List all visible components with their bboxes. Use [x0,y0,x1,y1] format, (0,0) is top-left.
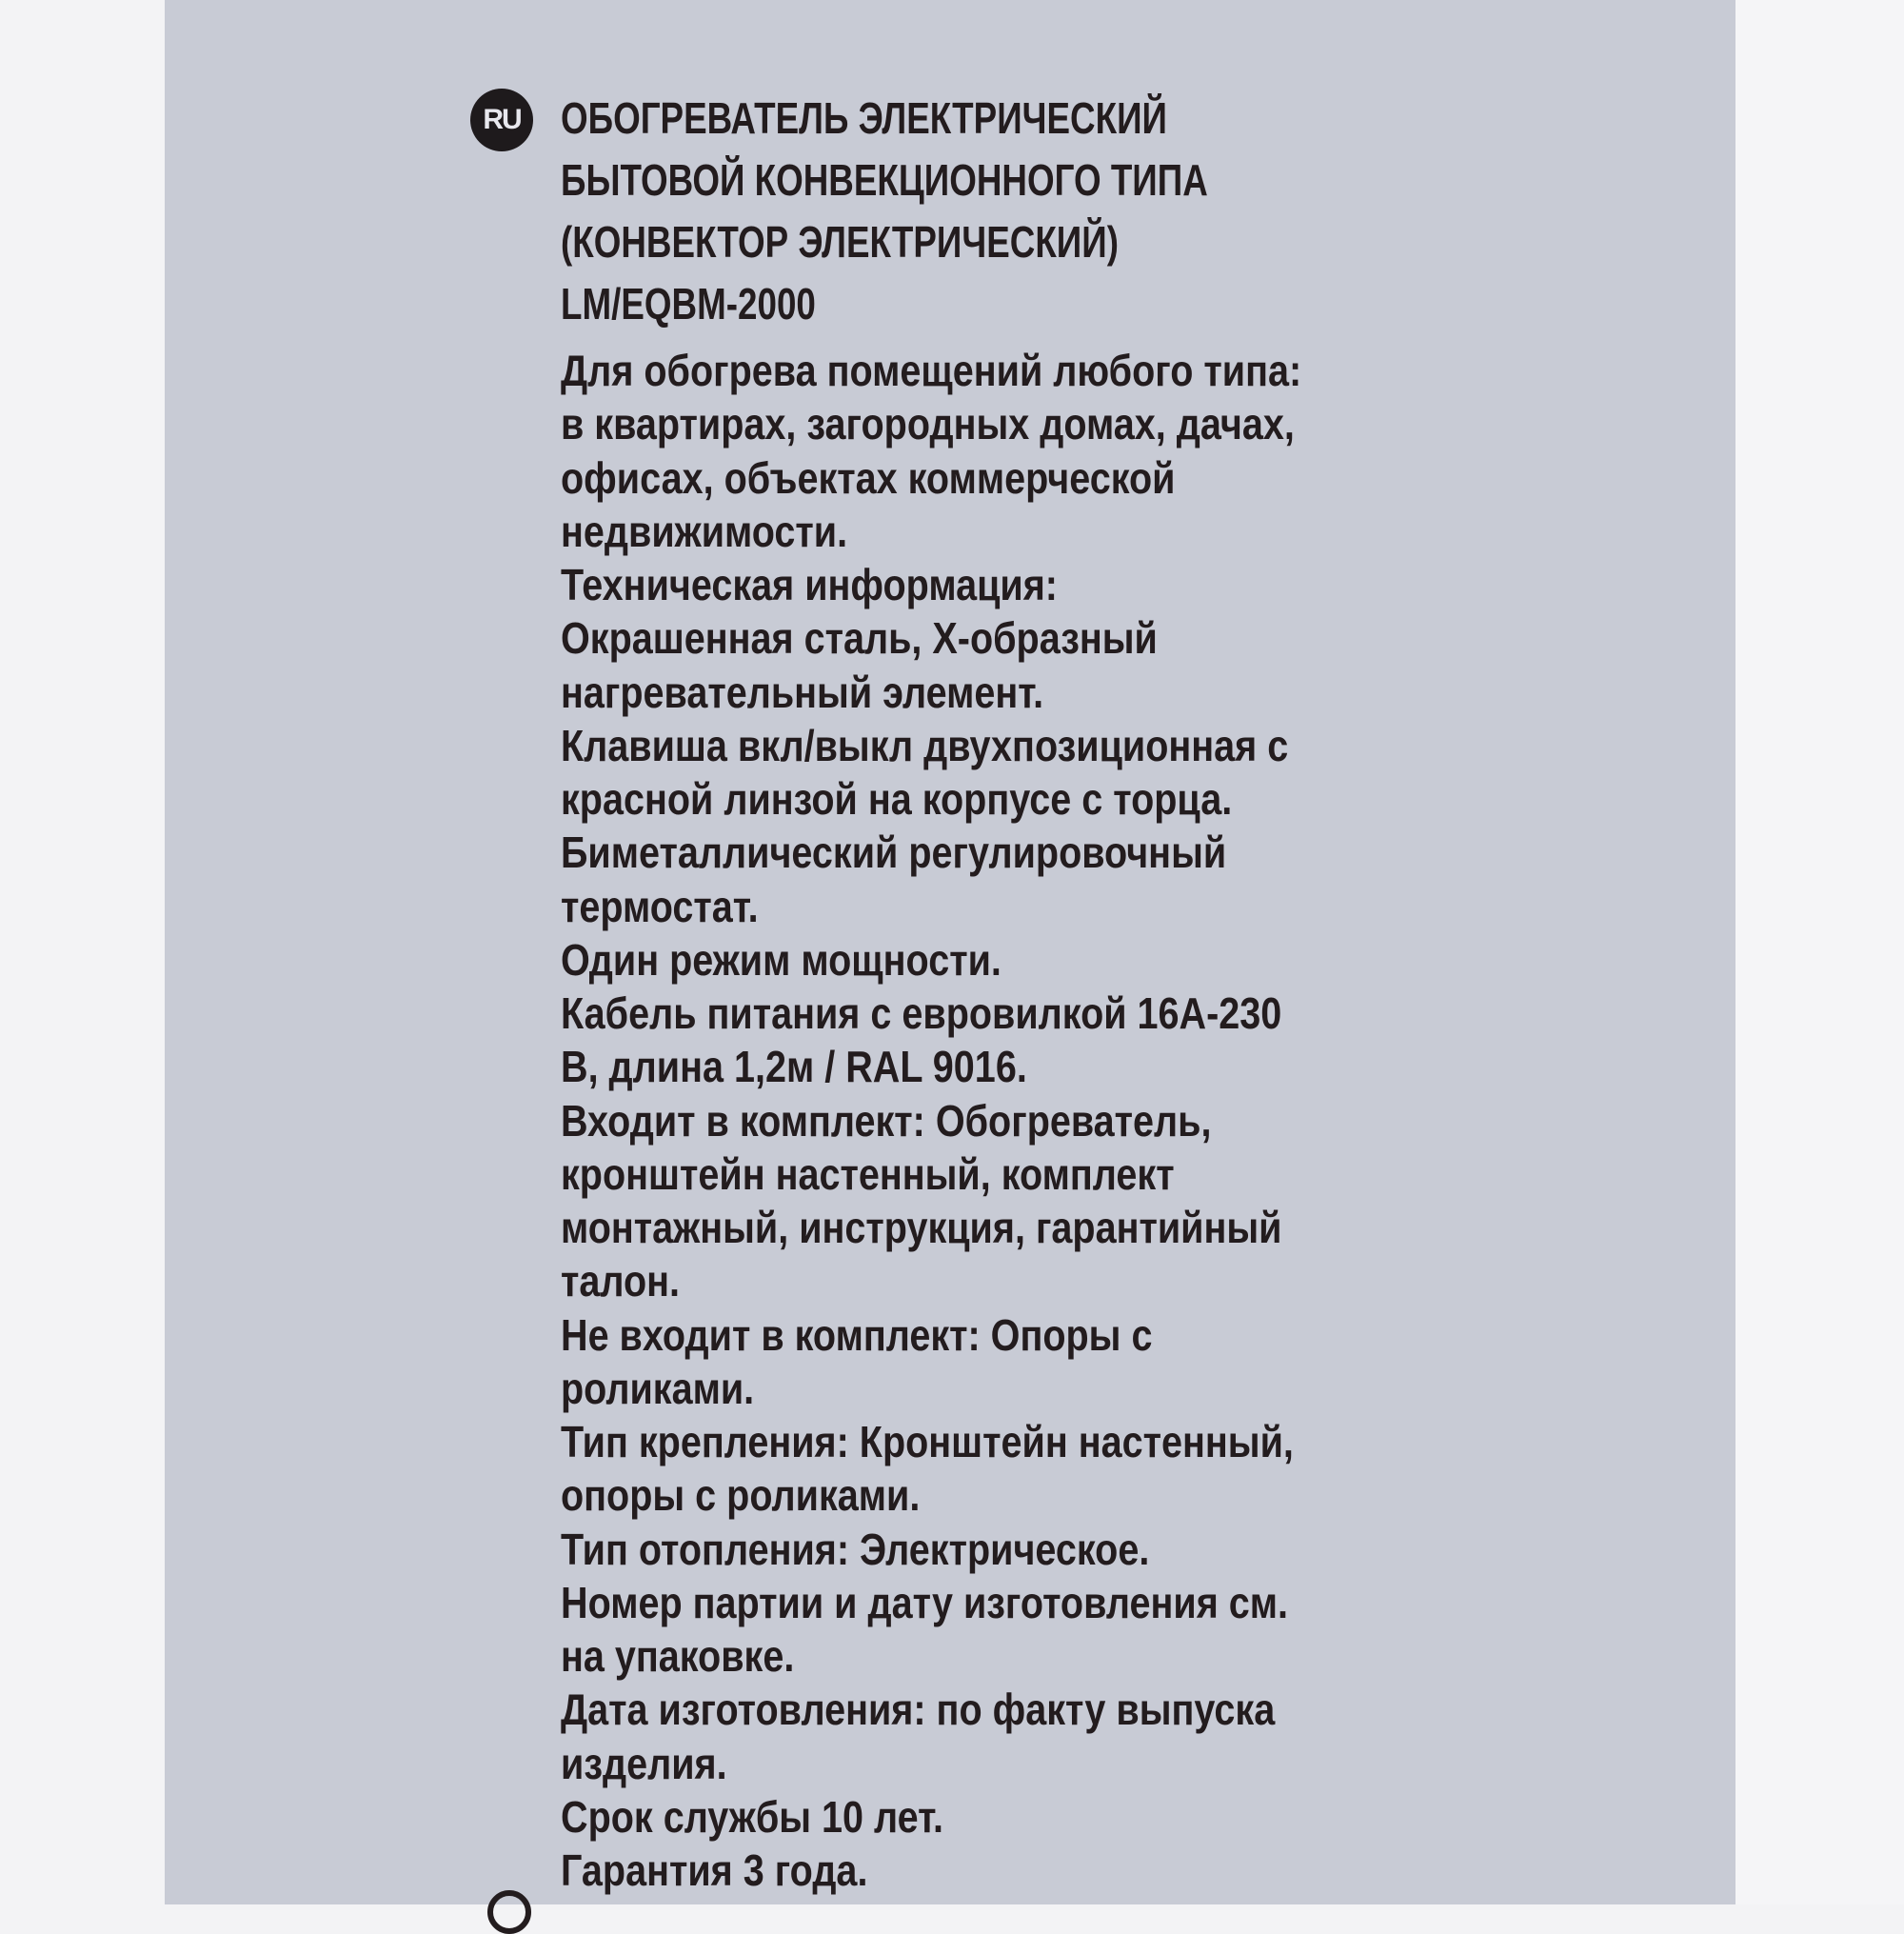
product-description [561,344,1301,1897]
description-line: Кабель питания с евровилкой 16А-230 [561,988,1282,1038]
description-line: в квартирах, загородных домах, дачах, [561,399,1295,449]
description-line: на упаковке. [561,1631,795,1681]
description-line: Тип крепления: Кронштейн настенный, [561,1417,1294,1466]
description-line: недвижимости. [561,506,848,556]
description-line: Дата изготовления: по факту выпуска [561,1685,1276,1735]
description-line: монтажный, инструкция, гарантийный [561,1203,1282,1252]
language-badge-ru: RU [470,89,533,151]
title-line: БЫТОВОЙ КОНВЕКЦИОННОГО ТИПА [561,155,1208,205]
description-line: Номер партии и дату изготовления см. [561,1577,1289,1627]
description-line: роликами. [561,1363,755,1413]
partial-circle-icon [487,1890,531,1934]
description-line: В, длина 1,2м / RAL 9016. [561,1042,1027,1092]
description-line: Для обогрева помещений любого типа: [561,346,1302,395]
description-line: Входит в комплект: Обогреватель, [561,1095,1212,1146]
description-line: Тип отопления: Электрическое. [561,1524,1150,1574]
description-line: офисах, объектах коммерческой [561,452,1176,503]
description-line: термостат. [561,881,759,931]
title-line: ОБОГРЕВАТЕЛЬ ЭЛЕКТРИЧЕСКИЙ [561,93,1167,143]
title-line: LM/EQBM-2000 [561,279,816,329]
background-right [1735,0,1904,1904]
description-line: талон. [561,1256,681,1306]
description-line: Биметаллический регулировочный [561,827,1227,878]
description-line: изделия. [561,1738,727,1788]
description-line: красной линзой на корпусе с торца. [561,774,1233,824]
description-line: Клавиша вкл/выкл двухпозиционная с [561,720,1289,770]
description-line: Срок службы 10 лет. [561,1791,944,1842]
description-line: Техническая информация: [561,560,1058,609]
title-line: (КОНВЕКТОР ЭЛЕКТРИЧЕСКИЙ) [561,217,1119,267]
description-line: Окрашенная сталь, Х-образный [561,613,1158,664]
description-line: Гарантия 3 года. [561,1845,868,1895]
description-line: Один режим мощности. [561,934,1002,985]
description-line: кронштейн настенный, комплект [561,1148,1175,1199]
description-line: нагревательный элемент. [561,667,1044,717]
product-title [561,88,1208,335]
description-line: опоры с роликами. [561,1470,921,1521]
description-line: Не входит в комплект: Опоры с [561,1309,1153,1360]
